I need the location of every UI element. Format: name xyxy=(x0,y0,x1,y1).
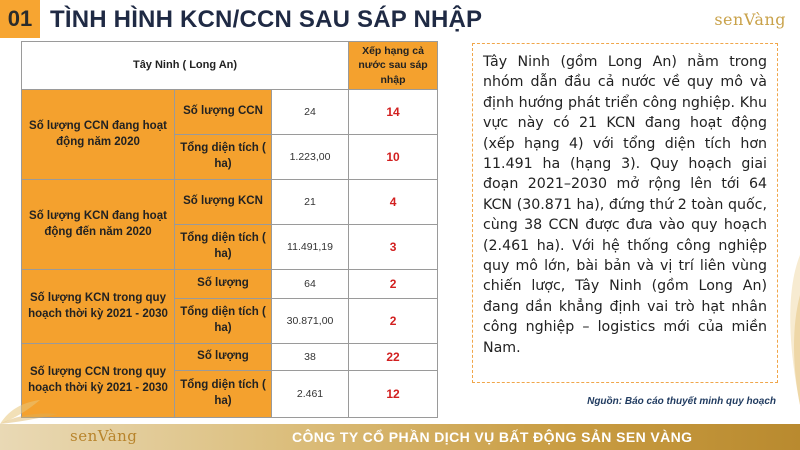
category-cell: Số lượng CCN trong quy hoạch thời kỳ 2021 - 2030 xyxy=(22,344,175,418)
rank-cell: 10 xyxy=(349,135,438,180)
value-cell: 11.491,19 xyxy=(272,225,349,270)
table-row xyxy=(22,180,438,225)
description-box xyxy=(472,43,778,383)
table-header-row xyxy=(22,42,438,90)
value-cell: 30.871,00 xyxy=(272,299,349,344)
rank-cell: 3 xyxy=(349,225,438,270)
value-cell: 21 xyxy=(272,180,349,225)
footer-company-name: CÔNG TY CỔ PHẦN DỊCH VỤ BẤT ĐỘNG SẢN SEN VÀNG xyxy=(292,429,693,445)
description-text: Tây Ninh (gồm Long An) nằm trong nhóm dẫn đầu cả nước về quy mô và định hướng phát triển công nghiệp. Khu vực này có 21 KCN đang hoạt động (xếp hạng 4) với tổng diện tích hơn 11.491 ha (hạng 3). Quy hoạch giai đoạn 2021–2030 mở rộng lên tới 64 KCN (30.871 ha), đứng thứ 2 toàn quốc, cùng 38 CCN được đưa vào quy hoạch (2.461 ha). Với hệ thống công nghiệp quy mô lớn, bài bản và vị trí liên vùng chiến lược, Tây Ninh (gồm Long An) đang dần khẳng định vai trò hạt nhân công nghiệp – logistics mới của miền Nam. xyxy=(483,54,767,356)
value-cell: 24 xyxy=(272,90,349,135)
value-cell: 2.461 xyxy=(272,371,349,418)
rank-cell: 14 xyxy=(349,90,438,135)
metric-cell: Tổng diện tích ( ha) xyxy=(175,299,272,344)
brand-logo xyxy=(714,6,786,32)
metric-cell: Số lượng xyxy=(175,270,272,299)
metric-cell: Tổng diện tích ( ha) xyxy=(175,225,272,270)
page-title: TÌNH HÌNH KCN/CCN SAU SÁP NHẬP xyxy=(50,6,483,33)
rank-cell: 22 xyxy=(349,344,438,371)
rank-cell: 2 xyxy=(349,299,438,344)
section-number-badge: 01 xyxy=(0,0,40,38)
metric-cell: Tổng diện tích ( ha) xyxy=(175,135,272,180)
metric-cell: Số lượng xyxy=(175,344,272,371)
category-cell: Số lượng KCN trong quy hoạch thời kỳ 2021 - 2030 xyxy=(22,270,175,344)
table-header-rank: Xếp hạng cả nước sau sáp nhập xyxy=(349,42,438,90)
industrial-zone-table xyxy=(21,41,438,418)
table-row xyxy=(22,90,438,135)
category-cell: Số lượng KCN đang hoạt động đến năm 2020 xyxy=(22,180,175,270)
metric-cell: Tổng diện tích ( ha) xyxy=(175,371,272,418)
table-row xyxy=(22,270,438,299)
footer-logo: senVàng xyxy=(70,427,138,445)
table-header-region: Tây Ninh ( Long An) xyxy=(22,42,349,90)
metric-cell: Số lượng CCN xyxy=(175,90,272,135)
category-cell: Số lượng CCN đang hoạt động năm 2020 xyxy=(22,90,175,180)
value-cell: 64 xyxy=(272,270,349,299)
source-note: Nguồn: Báo cáo thuyết minh quy hoạch xyxy=(587,396,776,407)
rank-cell: 12 xyxy=(349,371,438,418)
value-cell: 38 xyxy=(272,344,349,371)
rank-cell: 2 xyxy=(349,270,438,299)
value-cell: 1.223,00 xyxy=(272,135,349,180)
table-row xyxy=(22,344,438,371)
brand-logo-text: senVàng xyxy=(714,9,786,29)
metric-cell: Số lượng KCN xyxy=(175,180,272,225)
decorative-lotus-icon xyxy=(780,255,800,405)
rank-cell: 4 xyxy=(349,180,438,225)
decorative-leaf-icon xyxy=(0,398,60,424)
